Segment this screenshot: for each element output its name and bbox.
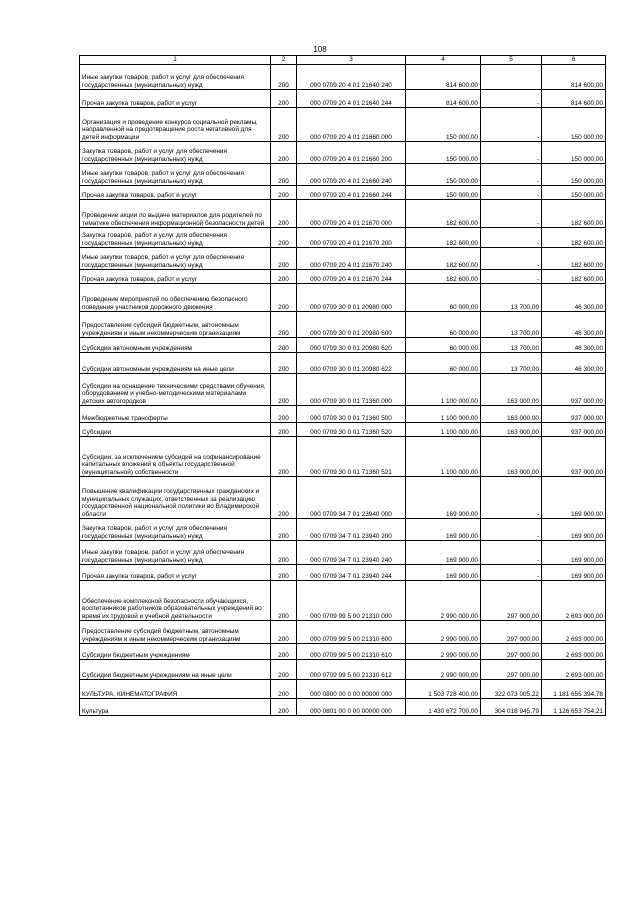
row-name: Закупка товаров, работ и услуг для обеспечения государственных (муниципальных) нужд — [80, 142, 271, 164]
table-row — [80, 200, 606, 228]
row-amount-executed: 13 700,00 — [481, 284, 542, 312]
row-kbk: 000 0709 20 4 01 21660 244 — [297, 186, 406, 200]
row-amount-planned: 60 000,00 — [406, 284, 481, 312]
row-name: Иные закупки товаров, работ и услуг для обеспечения государственных (муниципальных) нужд — [80, 248, 271, 270]
row-amount-executed: - — [481, 108, 542, 142]
row-code: 200 — [271, 581, 297, 621]
row-amount-remaining: 169 900,00 — [542, 541, 606, 565]
row-code: 200 — [271, 108, 297, 142]
row-amount-planned: 182 600,00 — [406, 270, 481, 284]
row-code: 200 — [271, 541, 297, 565]
row-amount-remaining: 46 300,00 — [542, 312, 606, 338]
table-row — [80, 621, 606, 644]
row-amount-executed: - — [481, 565, 542, 581]
table-row — [80, 90, 606, 108]
row-amount-planned: 814 600,00 — [406, 90, 481, 108]
row-amount-planned: 1 100 000,00 — [406, 437, 481, 477]
header-cell: 4 — [406, 56, 481, 65]
table-row — [80, 565, 606, 581]
row-amount-remaining: 150 000,00 — [542, 108, 606, 142]
header-row — [80, 56, 606, 65]
row-name: Субсидии, за исключением субсидий на софинансирование капитальных вложений в объекты государственной (муниципальной) собственности — [80, 437, 271, 477]
row-amount-remaining: 150 000,00 — [542, 142, 606, 164]
row-amount-planned: 150 000,00 — [406, 164, 481, 186]
row-kbk: 000 0709 20 4 01 21670 000 — [297, 200, 406, 228]
row-amount-remaining: 937 000,00 — [542, 437, 606, 477]
row-code: 200 — [271, 644, 297, 660]
row-name: Иные закупки товаров, работ и услуг для обеспечения государственных (муниципальных) нужд — [80, 65, 271, 90]
row-amount-remaining: 937 000,00 — [542, 406, 606, 423]
row-code: 200 — [271, 65, 297, 90]
row-amount-executed: 13 700,00 — [481, 338, 542, 353]
row-amount-remaining: 46 300,00 — [542, 284, 606, 312]
row-amount-planned: 169 900,00 — [406, 519, 481, 541]
row-kbk: 000 0801 00 0 00 00000 000 — [297, 699, 406, 716]
row-amount-remaining: 2 693 000,00 — [542, 581, 606, 621]
row-amount-planned: 60 000,00 — [406, 338, 481, 353]
row-name: Субсидии автономным учреждениям — [80, 338, 271, 353]
table-row — [80, 284, 606, 312]
row-name: Иные закупки товаров, работ и услуг для обеспечения государственных (муниципальных) нужд — [80, 541, 271, 565]
row-amount-planned: 150 000,00 — [406, 186, 481, 200]
row-amount-planned: 1 430 672 700,00 — [406, 699, 481, 716]
row-kbk: 000 0709 20 4 01 21640 240 — [297, 65, 406, 90]
row-name: Субсидии — [80, 423, 271, 437]
row-amount-remaining: 814 600,00 — [542, 90, 606, 108]
row-code: 200 — [271, 142, 297, 164]
budget-table — [79, 55, 606, 716]
row-kbk: 000 0709 20 4 01 21640 244 — [297, 90, 406, 108]
row-amount-planned: 2 990 000,00 — [406, 581, 481, 621]
row-kbk: 000 0709 20 4 01 21660 000 — [297, 108, 406, 142]
row-amount-planned: 2 990 000,00 — [406, 644, 481, 660]
row-code: 200 — [271, 200, 297, 228]
row-code: 200 — [271, 186, 297, 200]
row-amount-planned: 2 990 000,00 — [406, 660, 481, 680]
row-name: Прочая закупка товаров, работ и услуг — [80, 186, 271, 200]
row-code: 200 — [271, 477, 297, 519]
row-amount-remaining: 150 000,00 — [542, 164, 606, 186]
row-amount-executed: 163 000,00 — [481, 374, 542, 406]
row-kbk: 000 0709 99 5 00 21310 600 — [297, 621, 406, 644]
row-kbk: 000 0709 30 0 01 71360 000 — [297, 374, 406, 406]
header-cell: 6 — [542, 56, 606, 65]
row-amount-planned: 182 600,00 — [406, 228, 481, 248]
row-amount-executed: - — [481, 200, 542, 228]
page-number: 108 — [313, 45, 327, 54]
table-row — [80, 186, 606, 200]
table-row — [80, 644, 606, 660]
row-code: 200 — [271, 621, 297, 644]
row-amount-remaining: 814 600,00 — [542, 65, 606, 90]
row-amount-executed: 13 700,00 — [481, 353, 542, 374]
row-code: 200 — [271, 164, 297, 186]
row-amount-remaining: 150 000,00 — [542, 186, 606, 200]
row-amount-remaining: 182 600,00 — [542, 248, 606, 270]
row-name: Прочая закупка товаров, работ и услуг — [80, 565, 271, 581]
table-row — [80, 699, 606, 716]
table-row — [80, 228, 606, 248]
row-amount-planned: 150 000,00 — [406, 108, 481, 142]
row-amount-remaining: 182 600,00 — [542, 200, 606, 228]
row-name: Субсидии на оснащение техническими средствами обучения, оборудованием и учебно-методическими материалами детских автогородков — [80, 374, 271, 406]
row-amount-executed: - — [481, 248, 542, 270]
row-name: Предоставление субсидий бюджетным, автономным учреждениям и иным некоммерческим организациям — [80, 621, 271, 644]
row-code: 200 — [271, 680, 297, 699]
row-amount-executed: 163 000,00 — [481, 437, 542, 477]
row-kbk: 000 0709 30 0 01 20980 000 — [297, 284, 406, 312]
row-amount-executed: - — [481, 142, 542, 164]
header-cell: 1 — [80, 56, 271, 65]
table-row — [80, 108, 606, 142]
row-amount-planned: 182 600,00 — [406, 200, 481, 228]
row-amount-remaining: 169 900,00 — [542, 477, 606, 519]
row-kbk: 000 0709 34 7 01 23940 244 — [297, 565, 406, 581]
row-amount-planned: 169 900,00 — [406, 565, 481, 581]
row-amount-executed: 297 000,00 — [481, 621, 542, 644]
row-code: 200 — [271, 248, 297, 270]
row-name: Повышение квалификации государственных гражданских и муниципальных служащих, ответственных за реализацию государственной национальной политики во Владимирской области — [80, 477, 271, 519]
row-amount-executed: - — [481, 186, 542, 200]
row-kbk: 000 0709 99 5 00 21310 610 — [297, 644, 406, 660]
row-amount-executed: 297 000,00 — [481, 644, 542, 660]
row-kbk: 000 0709 99 5 00 21310 612 — [297, 660, 406, 680]
row-amount-remaining: 182 600,00 — [542, 270, 606, 284]
row-amount-planned: 1 100 000,00 — [406, 423, 481, 437]
table-row — [80, 164, 606, 186]
row-amount-executed: - — [481, 541, 542, 565]
row-amount-executed: - — [481, 519, 542, 541]
row-amount-remaining: 2 693 000,00 — [542, 621, 606, 644]
row-name: Обеспечение комплексной безопасности обучающихся, воспитанников работников образовательных учреждений во время их трудовой и учебной деятельности — [80, 581, 271, 621]
row-name: Организация и проведение конкурса социальной рекламы, направленной на предотвращение роста негативной для детей информации — [80, 108, 271, 142]
row-amount-executed: 304 018 945,79 — [481, 699, 542, 716]
header-cell: 5 — [481, 56, 542, 65]
row-amount-planned: 814 600,00 — [406, 65, 481, 90]
row-name: Закупка товаров, работ и услуг для обеспечения государственных (муниципальных) нужд — [80, 519, 271, 541]
row-name: Иные закупки товаров, работ и услуг для обеспечения государственных (муниципальных) нужд — [80, 164, 271, 186]
row-code: 200 — [271, 270, 297, 284]
header-cell: 3 — [297, 56, 406, 65]
table-row — [80, 65, 606, 90]
row-amount-remaining: 937 000,00 — [542, 423, 606, 437]
row-amount-planned: 1 503 728 400,00 — [406, 680, 481, 699]
table-row — [80, 312, 606, 338]
row-amount-remaining: 2 693 000,00 — [542, 644, 606, 660]
row-name: Субсидии автономным учреждениям на иные цели — [80, 353, 271, 374]
row-kbk: 000 0709 34 7 01 23940 240 — [297, 541, 406, 565]
row-name: Прочая закупка товаров, работ и услуг — [80, 270, 271, 284]
row-amount-executed: 163 000,00 — [481, 406, 542, 423]
table-row — [80, 680, 606, 699]
row-amount-executed: - — [481, 228, 542, 248]
row-amount-planned: 1 100 000,00 — [406, 374, 481, 406]
row-amount-remaining: 1 126 653 754,21 — [542, 699, 606, 716]
row-code: 200 — [271, 406, 297, 423]
row-amount-executed: 297 000,00 — [481, 581, 542, 621]
row-code: 200 — [271, 338, 297, 353]
row-amount-executed: 297 000,00 — [481, 660, 542, 680]
table-row — [80, 541, 606, 565]
row-kbk: 000 0709 30 0 01 71360 520 — [297, 423, 406, 437]
row-amount-planned: 169 900,00 — [406, 477, 481, 519]
row-amount-executed — [481, 65, 542, 90]
row-name: Прочая закупка товаров, работ и услуг — [80, 90, 271, 108]
row-name: Закупка товаров, работ и услуг для обеспечения государственных (муниципальных) нужд — [80, 228, 271, 248]
table-row — [80, 581, 606, 621]
row-amount-remaining: 169 900,00 — [542, 565, 606, 581]
table-row — [80, 338, 606, 353]
row-amount-executed: 163 000,00 — [481, 423, 542, 437]
row-name: КУЛЬТУРА, КИНЕМАТОГРАФИЯ — [80, 680, 271, 699]
row-code: 200 — [271, 699, 297, 716]
row-amount-planned: 1 100 000,00 — [406, 406, 481, 423]
row-amount-planned: 182 600,00 — [406, 248, 481, 270]
row-amount-remaining: 46 300,00 — [542, 353, 606, 374]
row-kbk: 000 0709 99 5 00 21310 000 — [297, 581, 406, 621]
row-code: 200 — [271, 565, 297, 581]
table-row — [80, 423, 606, 437]
row-code: 200 — [271, 90, 297, 108]
row-amount-remaining: 937 000,00 — [542, 374, 606, 406]
row-kbk: 000 0709 30 0 01 20980 620 — [297, 338, 406, 353]
row-kbk: 000 0709 34 7 01 23940 000 — [297, 477, 406, 519]
row-code: 200 — [271, 519, 297, 541]
table-row — [80, 142, 606, 164]
row-code: 200 — [271, 312, 297, 338]
row-amount-planned: 2 990 000,00 — [406, 621, 481, 644]
row-kbk: 000 0709 30 0 01 71360 500 — [297, 406, 406, 423]
table-row — [80, 519, 606, 541]
row-amount-executed: 322 073 005,22 — [481, 680, 542, 699]
row-amount-executed: - — [481, 164, 542, 186]
row-kbk: 000 0709 20 4 01 21660 240 — [297, 164, 406, 186]
row-kbk: 000 0709 30 0 01 71360 521 — [297, 437, 406, 477]
row-name: Культура — [80, 699, 271, 716]
row-code: 200 — [271, 423, 297, 437]
table-row — [80, 477, 606, 519]
table-row — [80, 406, 606, 423]
table-row — [80, 437, 606, 477]
row-kbk: 000 0709 20 4 01 21670 240 — [297, 248, 406, 270]
row-code: 200 — [271, 660, 297, 680]
row-name: Субсидии бюджетным учреждениям — [80, 644, 271, 660]
row-amount-planned: 60 000,00 — [406, 312, 481, 338]
row-name: Межбюджетные трансферты — [80, 406, 271, 423]
table-row — [80, 248, 606, 270]
row-kbk: 000 0709 30 0 01 20980 600 — [297, 312, 406, 338]
row-amount-remaining: 182 600,00 — [542, 228, 606, 248]
row-amount-executed: 13 700,00 — [481, 312, 542, 338]
row-name: Субсидии бюджетным учреждениям на иные цели — [80, 660, 271, 680]
row-amount-remaining: 2 693 000,00 — [542, 660, 606, 680]
row-kbk: 000 0709 30 0 01 20980 622 — [297, 353, 406, 374]
table-row — [80, 374, 606, 406]
table-row — [80, 660, 606, 680]
row-code: 200 — [271, 228, 297, 248]
row-amount-remaining: 46 300,00 — [542, 338, 606, 353]
row-amount-planned: 150 000,00 — [406, 142, 481, 164]
row-name: Проведение акции по выдаче материалов для родителей по тематике обеспечения информационной безопасности детей — [80, 200, 271, 228]
row-code: 200 — [271, 284, 297, 312]
row-code: 200 — [271, 353, 297, 374]
table-row — [80, 353, 606, 374]
row-kbk: 000 0800 00 0 00 00000 000 — [297, 680, 406, 699]
row-amount-executed: - — [481, 90, 542, 108]
row-amount-executed: - — [481, 270, 542, 284]
table-row — [80, 270, 606, 284]
row-kbk: 000 0709 34 7 01 23940 200 — [297, 519, 406, 541]
row-code: 200 — [271, 437, 297, 477]
row-amount-planned: 60 000,00 — [406, 353, 481, 374]
row-kbk: 000 0709 20 4 01 21660 200 — [297, 142, 406, 164]
row-amount-remaining: 1 181 655 394,78 — [542, 680, 606, 699]
row-amount-planned: 169 900,00 — [406, 541, 481, 565]
row-code: 200 — [271, 374, 297, 406]
row-name: Предоставление субсидий бюджетным, автономным учреждениям и иным некоммерческим организациям — [80, 312, 271, 338]
row-amount-remaining: 169 900,00 — [542, 519, 606, 541]
row-name: Проведение мероприятий по обеспечению безопасного поведения участников дорожного движения — [80, 284, 271, 312]
header-cell: 2 — [271, 56, 297, 65]
row-kbk: 000 0709 20 4 01 21670 244 — [297, 270, 406, 284]
row-kbk: 000 0709 20 4 01 21670 200 — [297, 228, 406, 248]
row-amount-executed: - — [481, 477, 542, 519]
